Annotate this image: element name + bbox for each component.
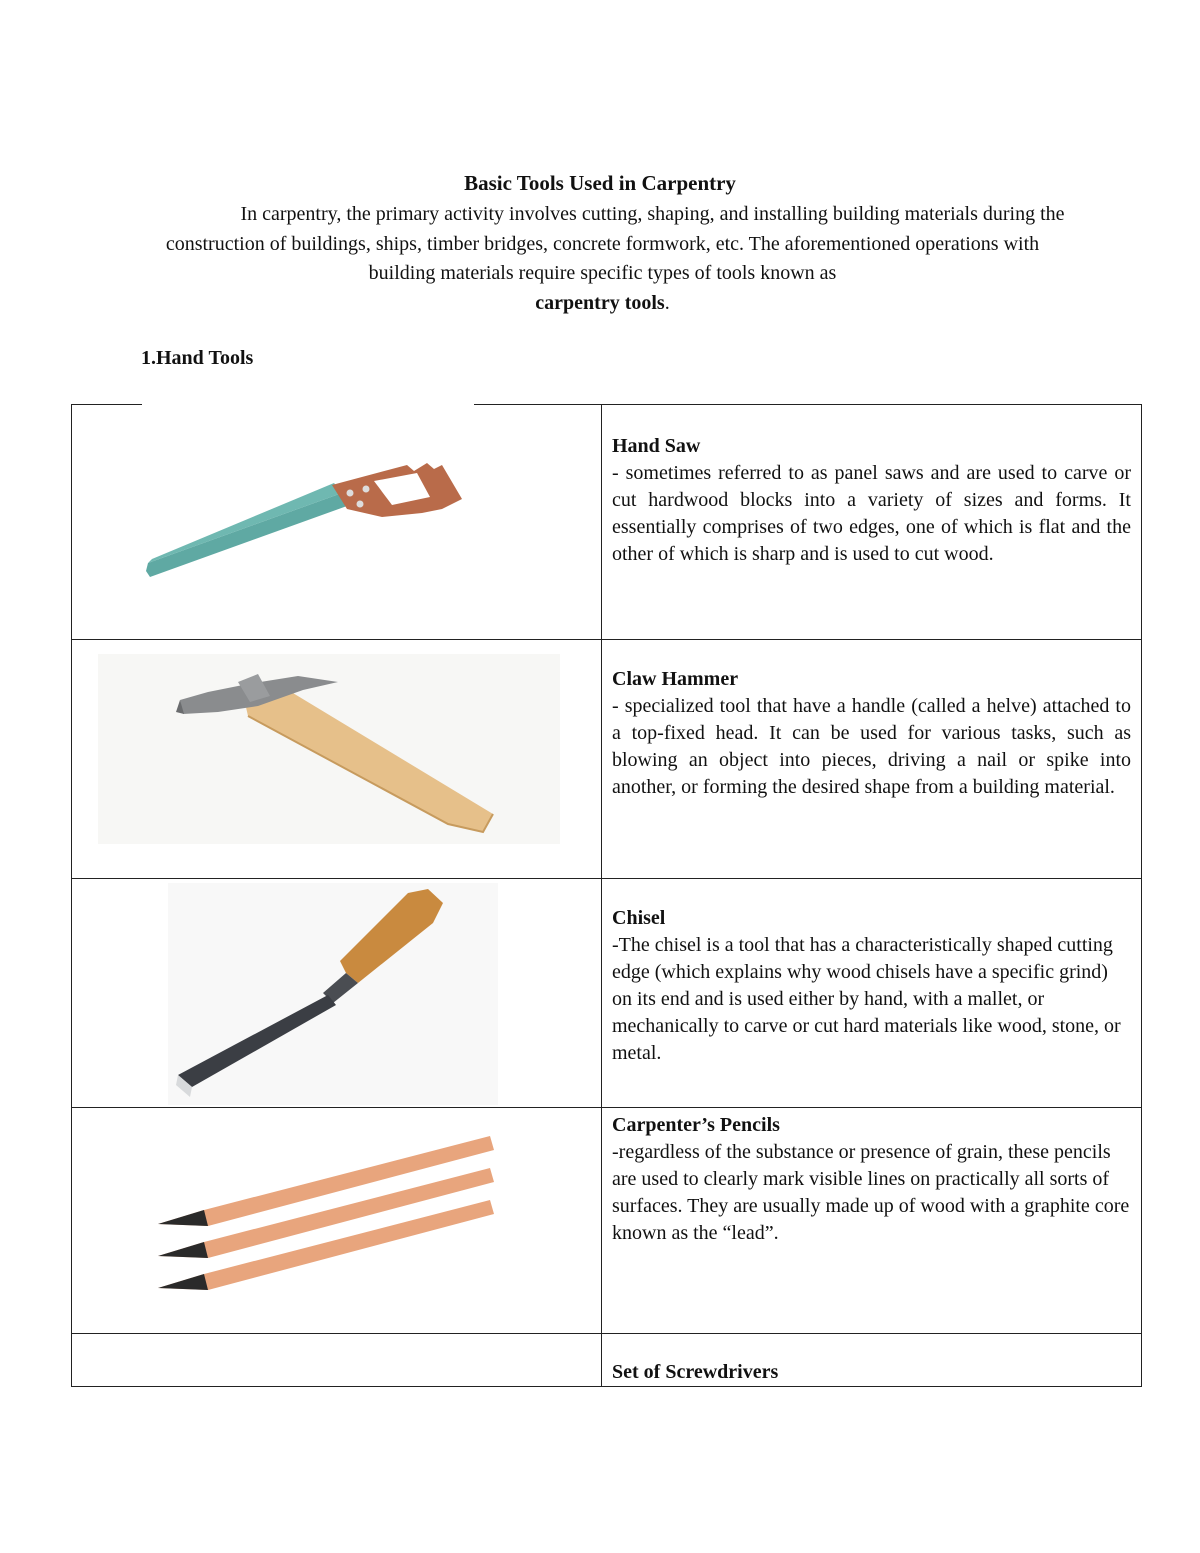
- carpenter-pencils-image: [144, 1120, 518, 1320]
- tools-table: [71, 404, 1142, 1387]
- section-heading: 1.Hand Tools: [141, 347, 254, 369]
- tool-name: Hand Saw: [612, 435, 701, 457]
- tool-name: Chisel: [612, 907, 666, 929]
- image-cell: [72, 405, 602, 640]
- chisel-image: [168, 883, 498, 1105]
- table-row: [72, 640, 1142, 879]
- intro-text: In carpentry, the primary activity involves cutting, shaping, and installing building materials during the construction of buildings, ships, timber bridges, concrete formwork, etc. The aforementioned operations with building materials require specific types of tools known as: [165, 203, 1065, 284]
- image-cell: [72, 640, 602, 879]
- tool-description: -The chisel is a tool that has a characteristically shaped cutting edge (which explains why wood chisels have a specific grind) on its end and is used either by hand, with a mallet, or mechanically to carve or cut hard materials like wood, stone, or metal.: [612, 934, 1121, 1064]
- tool-cell: [602, 405, 1142, 640]
- tool-cell: [602, 1334, 1142, 1387]
- image-cell: [72, 879, 602, 1108]
- tool-cell: [602, 640, 1142, 879]
- table-row: [72, 1108, 1142, 1334]
- tool-name: Carpenter’s Pencils: [612, 1114, 780, 1136]
- tool-cell: [602, 1108, 1142, 1334]
- intro-paragraph: [140, 200, 1065, 318]
- hand-saw-image: [142, 401, 474, 632]
- tool-cell: [602, 879, 1142, 1108]
- document-title: Basic Tools Used in Carpentry: [464, 171, 736, 195]
- image-cell: [72, 1334, 602, 1387]
- tool-description: - specialized tool that have a handle (called a helve) attached to a top-fixed head. It can be used for various tasks, such as blowing an object into pieces, driving a nail or spike into another, or forming the desired shape from a building material.: [612, 695, 1131, 798]
- tool-description: - sometimes referred to as panel saws and are used to carve or cut hardwood blocks into a variety of sizes and forms. It essentially comprises of two edges, one of which is flat and the other of which is sharp and is used to cut wood.: [612, 462, 1131, 565]
- image-cell: [72, 1108, 602, 1334]
- tool-name: Set of Screwdrivers: [612, 1361, 779, 1383]
- table-row: [72, 879, 1142, 1108]
- tool-description: -regardless of the substance or presence of grain, these pencils are used to clearly mark visible lines on practically all sorts of surfaces. They are usually made up of wood with a graphite core known as the “lead”.: [612, 1141, 1130, 1244]
- claw-hammer-image: [98, 654, 560, 844]
- table-row: [72, 405, 1142, 640]
- table-row: [72, 1334, 1142, 1387]
- intro-bold-term: carpentry tools: [535, 291, 665, 314]
- intro-end: .: [664, 291, 670, 314]
- tool-name: Claw Hammer: [612, 668, 739, 690]
